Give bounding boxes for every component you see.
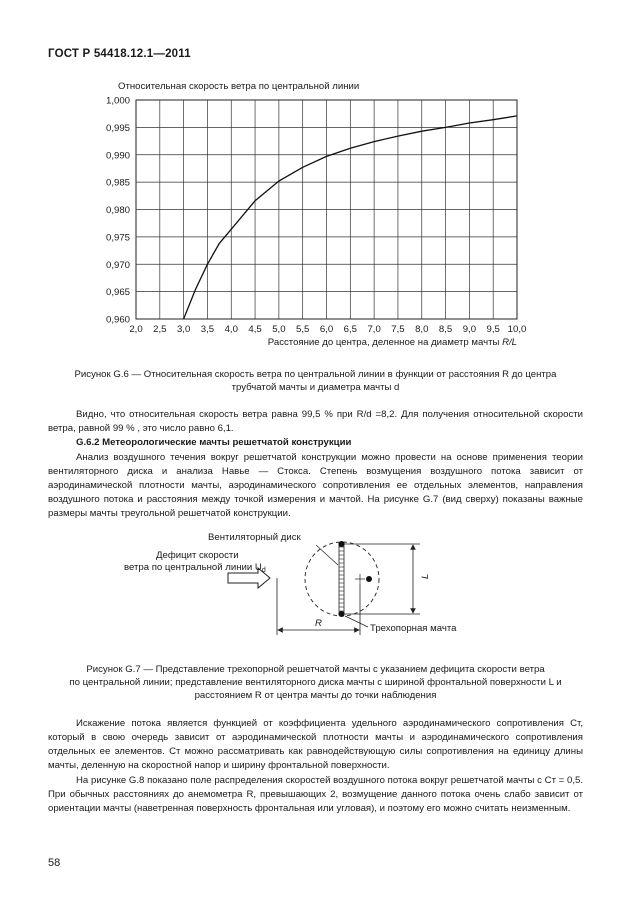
figure-g6-caption-line2: трубчатой мачты и диаметра мачты d — [231, 382, 400, 393]
section-heading — [76, 437, 351, 448]
disk-leader — [316, 545, 338, 565]
label-l: L — [420, 573, 431, 579]
y-tick-label: 0,990 — [105, 150, 130, 162]
paragraph-2: Анализ воздушного течения вокруг решетчатой конструкции можно провести на основе применения теории вентиляторного диска и анализа Навье — Стокса. Степень возмущения воздушного потока зависит от аэродинамической плотности мачты, аэродинамического сопротивления ее отдельных элементов, направления воздушного потока и расстояния между точкой измерения и мачтой. На рисунке G.7 (вид сверху) показаны важные размеры мачты треугольной решетчатой конструкции. — [48, 452, 583, 519]
x-tick-label: 9,5 — [486, 324, 500, 335]
figure-g7-caption-line3: расстоянием R от центра мачты до точки наблюдения — [194, 690, 437, 701]
mast-leg-top — [339, 541, 345, 547]
x-tick-label: 8,0 — [415, 324, 429, 335]
mast-leg-bottom — [339, 611, 345, 617]
section-number: G.6.2 — [76, 437, 100, 448]
x-tick-label: 7,0 — [367, 324, 381, 335]
figure-g6-caption-line1: Рисунок G.6 — Относительная скорость ветра по центральной линии в функции от расстояния R до центра — [74, 369, 557, 380]
label-three-leg-mast: Трехопорная мачта — [370, 623, 457, 634]
x-tick-label: 7,5 — [391, 324, 405, 335]
x-tick-label: 10,0 — [507, 324, 527, 335]
label-r: R — [315, 618, 322, 629]
label-deficit-line1: Дефицит скорости — [156, 550, 239, 561]
x-tick-label: 4,0 — [224, 324, 238, 335]
y-tick-label: 0,975 — [105, 232, 130, 244]
x-tick-label: 6,0 — [319, 324, 334, 335]
paragraph-4: На рисунке G.8 показано поле распределения скоростей воздушного потока вокруг решетчатой мачты с Cт = 0,5. При обычных расстояниях до анемометра R, превышающих 2, возмущение данного потока очень слабо зависит от ориентации мачты (наветренная поверхность фронтальная или угловая), и поэтому его можно считать неизменным. — [48, 775, 583, 814]
label-deficit-line2: ветра по центральной линии $U_d$ — [124, 562, 266, 574]
page-number: 58 — [48, 857, 61, 869]
y-tick-label: 1,000 — [105, 95, 130, 107]
x-tick-label: 8,5 — [438, 324, 453, 335]
y-tick-label: 0,970 — [105, 259, 130, 271]
chart-g6 — [0, 75, 630, 355]
x-tick-label: 6,5 — [343, 324, 357, 335]
x-tick-label: 2,0 — [129, 324, 143, 335]
x-tick-label: 9,0 — [462, 324, 477, 335]
figure-g7-caption — [48, 663, 583, 702]
y-tick-label: 0,965 — [105, 287, 130, 299]
x-tick-label: 3,0 — [176, 324, 191, 335]
document-header: ГОСТ Р 54418.12.1—2011 — [48, 48, 191, 60]
x-tick-label: 5,0 — [272, 324, 286, 335]
figure-g7-caption-line2: по центральной линии; представление вентиляторного диска мачты с шириной фронтальной поверхности L и — [69, 677, 562, 688]
y-tick-label: 0,985 — [105, 177, 130, 189]
y-tick-label: 0,960 — [105, 314, 130, 326]
label-fan-disk: Вентиляторный диск — [208, 532, 301, 543]
diagram-g7 — [0, 525, 630, 650]
x-tick-label: 2,5 — [153, 324, 167, 335]
paragraph-3: Искажение потока является функцией от коэффициента удельного аэродинамического сопротивления Cт, который в свою очередь зависит от аэродинамической плотности мачты и аэродинамического сопротивления отдельных ее элементов. Cт можно рассматривать как равнодействующую силы сопротивления на единицу длины мачты, деленную на скоростной напор и ширину фронтальной поверхности. — [48, 718, 583, 771]
figure-g6-caption — [48, 368, 583, 394]
section-title: Метеорологические мачты решетчатой конструкции — [102, 437, 352, 448]
x-tick-label: 5,5 — [296, 324, 310, 335]
x-tick-label: 4,5 — [248, 324, 262, 335]
y-tick-label: 0,995 — [105, 122, 130, 134]
paragraph-1: Видно, что относительная скорость ветра равна 99,5 % при R/d =8,2. Для получения относительной скорости ветра, равной 99 % , это число равно 6,1. — [48, 409, 583, 434]
chart-title: Относительная скорость ветра по центральной линии — [118, 81, 360, 92]
x-tick-label: 3,5 — [200, 324, 215, 335]
mast-leader — [345, 616, 368, 627]
mast-leg-right — [366, 576, 372, 582]
y-tick-label: 0,980 — [105, 205, 130, 216]
figure-g7-caption-line1: Рисунок G.7 — Представление трехопорной решетчатой мачты с указанием дефицита скорости ветра — [86, 664, 545, 675]
x-axis-label: Расстояние до центра, деленное на диаметр мачты R/L — [267, 337, 517, 348]
